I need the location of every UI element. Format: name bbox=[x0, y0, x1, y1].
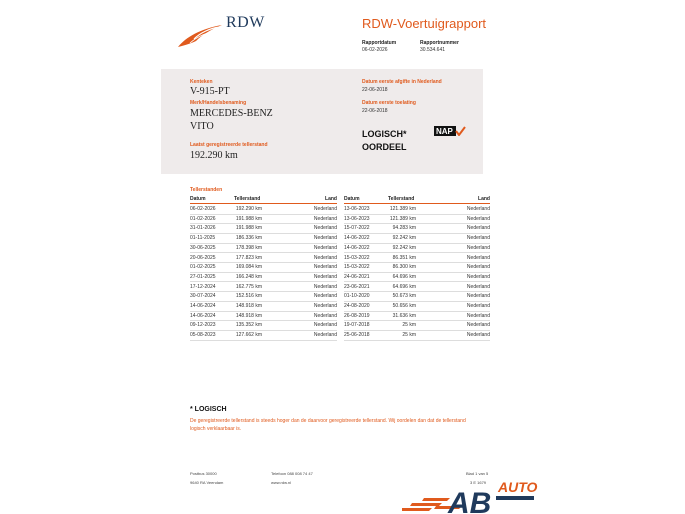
cell-land: Nederland bbox=[466, 235, 490, 242]
cell-land: Nederland bbox=[313, 225, 337, 232]
toelating-label: Datum eerste toelating bbox=[362, 100, 416, 106]
cell-tellerstand: 166.248 km bbox=[235, 273, 262, 280]
cell-land: Nederland bbox=[313, 273, 337, 280]
cell-tellerstand: 192.290 km bbox=[235, 206, 262, 212]
cell-land: Nederland bbox=[466, 293, 490, 300]
rdw-brand: RDW bbox=[226, 14, 265, 31]
row-divider bbox=[190, 272, 337, 273]
cell-tellerstand: 50.656 km bbox=[392, 303, 416, 309]
row-divider bbox=[190, 214, 337, 215]
footer-code: 3 E 1679 bbox=[470, 480, 487, 485]
oordeel-line2: OORDEEL bbox=[362, 142, 407, 152]
cell-land: Nederland bbox=[313, 235, 337, 242]
cell-land: Nederland bbox=[313, 215, 337, 222]
cell-tellerstand: 31.636 km bbox=[392, 312, 416, 319]
model-value: VITO bbox=[190, 121, 214, 132]
cell-tellerstand: 121.389 km bbox=[389, 206, 416, 212]
cell-datum: 01-10-2020 bbox=[344, 293, 370, 300]
row-divider bbox=[344, 223, 490, 224]
cell-land: Nederland bbox=[466, 215, 490, 222]
row-divider bbox=[344, 214, 490, 215]
row-divider bbox=[344, 243, 490, 244]
cell-datum: 19-07-2018 bbox=[344, 322, 370, 329]
cell-datum: 13-06-2023 bbox=[344, 215, 370, 222]
nap-badge-text: NAP bbox=[436, 127, 453, 136]
cell-tellerstand: 178.398 km bbox=[235, 244, 262, 251]
rapportdatum-value: 06-02-2026 bbox=[362, 47, 388, 53]
cell-tellerstand: 169.084 km bbox=[235, 264, 262, 271]
cell-land: Nederland bbox=[466, 273, 490, 280]
kenteken-value: V-915-PT bbox=[190, 86, 230, 97]
row-divider bbox=[344, 252, 490, 253]
row-divider bbox=[190, 320, 337, 321]
cell-datum: 01-02-2025 bbox=[190, 264, 216, 271]
cell-tellerstand: 127.662 km bbox=[235, 332, 262, 339]
toelating-value: 22-06-2018 bbox=[362, 108, 388, 114]
cell-datum: 24-08-2020 bbox=[344, 303, 370, 309]
cell-tellerstand: 177.823 km bbox=[235, 254, 262, 261]
row-divider bbox=[190, 281, 337, 282]
cell-datum: 01-02-2026 bbox=[190, 215, 216, 222]
rapportnummer-label: Rapportnummer bbox=[420, 40, 459, 46]
row-divider bbox=[190, 252, 337, 253]
row-divider bbox=[190, 262, 337, 263]
cell-land: Nederland bbox=[313, 322, 337, 329]
row-divider bbox=[344, 262, 490, 263]
cell-tellerstand: 148.918 km bbox=[235, 312, 262, 319]
cell-tellerstand: 92.242 km bbox=[392, 244, 416, 251]
cell-tellerstand: 186.336 km bbox=[235, 235, 262, 242]
afgifte-label: Datum eerste afgifte in Nederland bbox=[362, 79, 442, 85]
cell-land: Nederland bbox=[313, 303, 337, 309]
cell-tellerstand: 121.389 km bbox=[389, 215, 416, 222]
cell-tellerstand: 64.696 km bbox=[392, 273, 416, 280]
row-divider bbox=[190, 233, 337, 234]
cell-datum: 23-06-2021 bbox=[344, 283, 370, 290]
cell-tellerstand: 94.283 km bbox=[392, 225, 416, 232]
cell-land: Nederland bbox=[313, 206, 337, 212]
cell-datum: 15-07-2022 bbox=[344, 225, 370, 232]
row-divider bbox=[344, 330, 490, 331]
col-header-datum: Datum bbox=[344, 196, 360, 202]
cell-datum: 24-06-2021 bbox=[344, 273, 370, 280]
cell-land: Nederland bbox=[313, 332, 337, 339]
header-rule bbox=[190, 203, 337, 204]
merk-value: MERCEDES-BENZ bbox=[190, 108, 273, 119]
row-divider bbox=[190, 330, 337, 331]
cell-datum: 30-07-2024 bbox=[190, 293, 216, 300]
rapportnummer-value: 30.534.641 bbox=[420, 47, 446, 53]
row-divider bbox=[344, 301, 490, 302]
cell-datum: 31-01-2026 bbox=[190, 225, 216, 232]
col-header-land: Land bbox=[325, 196, 337, 202]
cell-land: Nederland bbox=[466, 225, 490, 232]
cell-datum: 30-06-2025 bbox=[190, 244, 216, 251]
teller-value: 192.290 km bbox=[190, 150, 238, 161]
cell-datum: 20-06-2025 bbox=[190, 254, 216, 261]
cell-datum: 13-06-2023 bbox=[344, 206, 370, 212]
cell-land: Nederland bbox=[313, 283, 337, 290]
footer-website[interactable]: www.rdw.nl bbox=[271, 480, 292, 485]
cell-land: Nederland bbox=[313, 293, 337, 300]
cell-land: Nederland bbox=[466, 303, 490, 309]
col-header-land: Land bbox=[478, 196, 490, 202]
rapportdatum-label: Rapportdatum bbox=[362, 40, 397, 46]
row-divider bbox=[190, 291, 337, 292]
oordeel-text bbox=[362, 128, 407, 154]
cell-tellerstand: 86.351 km bbox=[392, 254, 416, 261]
cell-tellerstand: 25 km bbox=[402, 332, 416, 339]
footer-postbus: Postbus 30000 bbox=[190, 471, 217, 476]
cell-tellerstand: 162.775 km bbox=[235, 283, 262, 290]
footer-blad: Blad 1 van 5 bbox=[466, 471, 489, 476]
merk-label: Merk/Handelsbenaming bbox=[190, 100, 247, 106]
row-divider bbox=[344, 320, 490, 321]
row-divider bbox=[344, 291, 490, 292]
cell-datum: 27-01-2025 bbox=[190, 273, 216, 280]
tellerstanden-title: Tellerstanden bbox=[190, 187, 223, 193]
cell-datum: 06-02-2026 bbox=[190, 206, 216, 212]
kenteken-label: Kenteken bbox=[190, 79, 213, 85]
cell-tellerstand: 191.988 km bbox=[235, 215, 262, 222]
cell-land: Nederland bbox=[466, 332, 490, 339]
cell-tellerstand: 148.918 km bbox=[235, 303, 262, 309]
row-divider bbox=[190, 340, 337, 341]
row-divider bbox=[344, 340, 490, 341]
col-header-tellerstand: Tellerstand bbox=[234, 196, 261, 202]
footer-telefoon: Telefoon 088 008 74 47 bbox=[271, 471, 313, 476]
cell-tellerstand: 50.673 km bbox=[392, 293, 416, 300]
cell-datum: 14-06-2024 bbox=[190, 312, 216, 319]
cell-datum: 01-11-2025 bbox=[190, 235, 216, 242]
row-divider bbox=[344, 281, 490, 282]
cell-datum: 14-06-2022 bbox=[344, 235, 370, 242]
cell-tellerstand: 135.352 km bbox=[235, 322, 262, 329]
cell-tellerstand: 25 km bbox=[402, 322, 416, 329]
ab-auto-logo-icon bbox=[402, 476, 562, 514]
cell-land: Nederland bbox=[313, 244, 337, 251]
row-divider bbox=[190, 301, 337, 302]
cell-land: Nederland bbox=[313, 264, 337, 271]
cell-land: Nederland bbox=[466, 312, 490, 319]
rdw-logo-icon bbox=[176, 21, 224, 49]
cell-datum: 26-08-2019 bbox=[344, 312, 370, 319]
row-divider bbox=[344, 272, 490, 273]
cell-land: Nederland bbox=[466, 322, 490, 329]
header-rule bbox=[344, 203, 490, 204]
cell-datum: 14-06-2022 bbox=[344, 244, 370, 251]
afgifte-value: 22-06-2018 bbox=[362, 87, 388, 93]
ab-letters: AB bbox=[448, 487, 492, 514]
cell-tellerstand: 64.696 km bbox=[392, 283, 416, 290]
teller-label: Laatst geregistreerde tellerstand bbox=[190, 142, 268, 148]
cell-land: Nederland bbox=[466, 206, 490, 212]
cell-datum: 15-03-2022 bbox=[344, 264, 370, 271]
cell-tellerstand: 191.988 km bbox=[235, 225, 262, 232]
cell-datum: 09-12-2023 bbox=[190, 322, 216, 329]
cell-datum: 05-08-2023 bbox=[190, 332, 216, 339]
cell-land: Nederland bbox=[466, 264, 490, 271]
cell-land: Nederland bbox=[466, 244, 490, 251]
row-divider bbox=[190, 311, 337, 312]
footnote-text: De geregistreerde tellerstand is steeds hoger dan de daarvoor geregistreerde tellerstand. Wij oordelen dan dat de tellerstand logisch verklaarbaar is. bbox=[190, 418, 466, 432]
ab-auto-word: AUTO bbox=[498, 479, 538, 495]
cell-land: Nederland bbox=[466, 283, 490, 290]
oordeel-line1: LOGISCH* bbox=[362, 129, 407, 139]
cell-land: Nederland bbox=[313, 254, 337, 261]
cell-datum: 15-03-2022 bbox=[344, 254, 370, 261]
cell-datum: 17-12-2024 bbox=[190, 283, 216, 290]
report-title: RDW-Voertuigrapport bbox=[362, 16, 487, 31]
cell-land: Nederland bbox=[313, 312, 337, 319]
cell-tellerstand: 86.300 km bbox=[392, 264, 416, 271]
row-divider bbox=[190, 223, 337, 224]
cell-tellerstand: 152.516 km bbox=[235, 293, 262, 300]
row-divider bbox=[344, 233, 490, 234]
footer-plaats: 9640 RA Veendam bbox=[190, 480, 224, 485]
footnote-title: * LOGISCH bbox=[190, 406, 227, 413]
row-divider bbox=[190, 243, 337, 244]
row-divider bbox=[344, 311, 490, 312]
cell-tellerstand: 92.242 km bbox=[392, 235, 416, 242]
col-header-datum: Datum bbox=[190, 196, 206, 202]
nap-badge-icon bbox=[434, 126, 466, 136]
col-header-tellerstand: Tellerstand bbox=[388, 196, 415, 202]
cell-datum: 25-06-2018 bbox=[344, 332, 370, 339]
cell-datum: 14-06-2024 bbox=[190, 303, 216, 309]
cell-land: Nederland bbox=[466, 254, 490, 261]
